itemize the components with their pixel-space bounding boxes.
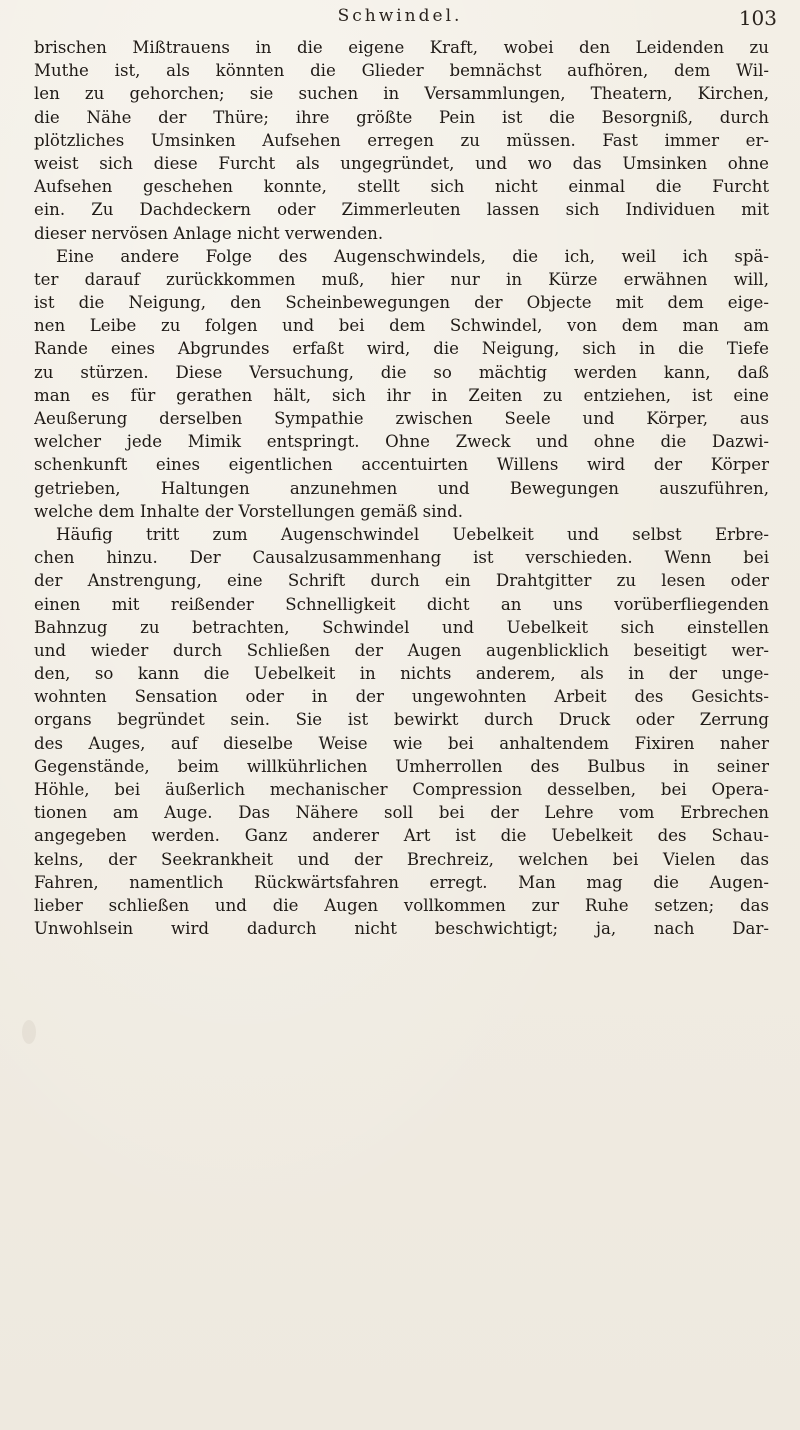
text-line: getrieben, Haltungen anzunehmen und Bewegungen auszuführen, xyxy=(34,478,769,498)
text-line: ter darauf zurückkommen muß, hier nur in Kürze erwähnen will, xyxy=(34,269,769,289)
text-line: des Auges, auf dieselbe Weise wie bei anhaltendem Fixiren naher xyxy=(34,733,769,753)
text-line: Rande eines Abgrundes erfaßt wird, die Neigung, sich in die Tiefe xyxy=(34,339,769,359)
text-line: tionen am Auge. Das Nähere soll bei der Lehre vom Erbrechen xyxy=(34,803,769,823)
text-line: wohnten Sensation oder in der ungewohnten Arbeit des Gesichts- xyxy=(34,687,769,707)
text-line: Aufsehen geschehen konnte, stellt sich nicht einmal die Furcht xyxy=(34,177,769,197)
text-line: den, so kann die Uebelkeit in nichts anderem, als in der unge- xyxy=(34,664,769,684)
text-line: organs begründet sein. Sie ist bewirkt durch Druck oder Zerrung xyxy=(34,710,769,730)
running-head: Schwindel. xyxy=(337,6,463,26)
text-line: ein. Zu Dachdeckern oder Zimmerleuten lassen sich Individuen mit xyxy=(34,200,769,220)
text-line: weist sich diese Furcht als ungegründet, und wo das Umsinken ohne xyxy=(34,153,769,173)
text-line: Höhle, bei äußerlich mechanischer Compression desselben, bei Opera- xyxy=(34,780,769,799)
paragraph-end-line: dieser nervösen Anlage nicht verwenden. xyxy=(34,223,384,243)
page-number: 103 xyxy=(738,6,777,30)
text-line: die Nähe der Thüre; ihre größte Pein ist die Besorgniß, durch xyxy=(34,107,769,127)
paragraph-start-line: Häufig tritt zum Augenschwindel Uebelkeit und selbst Erbre- xyxy=(56,524,769,544)
text-line: kelns, der Seekrankheit und der Brechreiz, welchen bei Vielen das xyxy=(34,849,769,869)
text-line: und wieder durch Schließen der Augen augenblicklich beseitigt wer- xyxy=(34,640,769,660)
text-line: Fahren, namentlich Rückwärtsfahren erregt. Man mag die Augen- xyxy=(34,872,769,892)
text-line: einen mit reißender Schnelligkeit dicht an uns vorüberfliegenden xyxy=(34,594,769,614)
text-line: Muthe ist, als könnten die Glieder bemnächst aufhören, dem Wil- xyxy=(34,61,769,81)
text-line: welcher jede Mimik entspringt. Ohne Zweck und ohne die Dazwi- xyxy=(34,432,769,452)
body-text xyxy=(34,36,769,940)
paragraph-end-line: welche dem Inhalte der Vorstellungen gemäß sind. xyxy=(34,501,464,521)
text-line: man es für gerathen hält, sich ihr in Zeiten zu entziehen, ist eine xyxy=(34,385,769,405)
text-line: der Anstrengung, eine Schrift durch ein Drahtgitter zu lesen oder xyxy=(34,571,769,591)
text-line: plötzliches Umsinken Aufsehen erregen zu müssen. Fast immer er- xyxy=(34,130,769,150)
text-line: lieber schließen und die Augen vollkommen zur Ruhe setzen; das xyxy=(34,895,769,915)
page-header xyxy=(0,4,800,34)
text-line: Bahnzug zu betrachten, Schwindel und Uebelkeit sich einstellen xyxy=(34,617,769,637)
text-line: brischen Mißtrauens in die eigene Kraft, wobei den Leidenden zu xyxy=(34,38,769,57)
paragraph-start-line: Eine andere Folge des Augenschwindels, die ich, weil ich spä- xyxy=(56,246,769,266)
text-line: len zu gehorchen; sie suchen in Versammlungen, Theatern, Kirchen, xyxy=(34,84,769,104)
text-line: chen hinzu. Der Causalzusammenhang ist verschieden. Wenn bei xyxy=(34,548,769,568)
text-line: angegeben werden. Ganz anderer Art ist die Uebelkeit des Schau- xyxy=(34,826,769,846)
text-line: Gegenstände, beim willkührlichen Umherrollen des Bulbus in seiner xyxy=(34,756,769,776)
text-line: nen Leibe zu folgen und bei dem Schwindel, von dem man am xyxy=(34,316,769,336)
text-line: schenkunft eines eigentlichen accentuirten Willens wird der Körper xyxy=(34,455,769,475)
text-line: Aeußerung derselben Sympathie zwischen Seele und Körper, aus xyxy=(34,409,769,428)
paper-smudge xyxy=(22,1020,36,1044)
text-line: ist die Neigung, den Scheinbewegungen der Objecte mit dem eige- xyxy=(34,293,769,313)
text-line: Unwohlsein wird dadurch nicht beschwichtigt; ja, nach Dar- xyxy=(34,919,769,939)
text-line: zu stürzen. Diese Versuchung, die so mächtig werden kann, daß xyxy=(34,362,769,382)
